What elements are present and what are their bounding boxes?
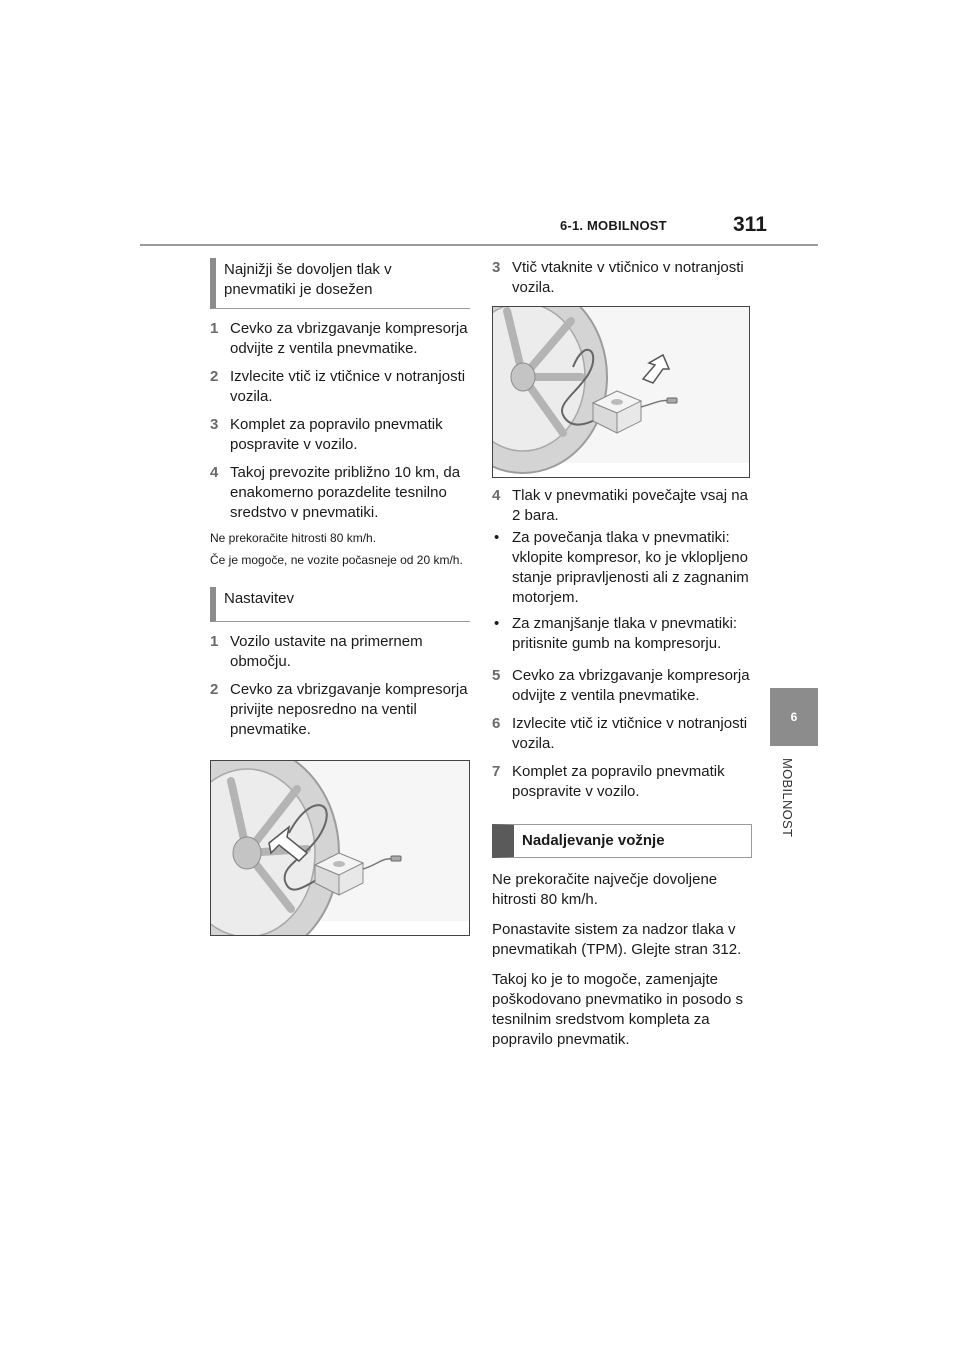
- list-item: 5 Cevko za vbrizgavanje kompresorja odvijte z ventila pnevmatike.: [492, 667, 750, 704]
- section-title: 6-1. MOBILNOST: [560, 218, 667, 233]
- list-item: 4 Tlak v pnevmatiki povečajte vsaj na 2 bara.: [492, 487, 748, 524]
- heading-continue-driving: Nadaljevanje vožnje: [492, 824, 752, 858]
- heading-setup: Nastavitev: [210, 587, 470, 622]
- speed-note: Ne prekoračite hitrosti 80 km/h.: [210, 531, 377, 545]
- list-item: 6 Izvlecite vtič iz vtičnice v notranjosti vozila.: [492, 715, 748, 752]
- chapter-tab: 6: [770, 688, 818, 746]
- list-item: 7 Komplet za popravilo pnevmatik pospravite v vozilo.: [492, 763, 725, 800]
- list-item: 3 Komplet za popravilo pnevmatik pospravite v vozilo.: [210, 416, 443, 453]
- list-item: 1 Cevko za vbrizgavanje kompresorja odvijte z ventila pnevmatike.: [210, 320, 468, 357]
- list-item: 4 Takoj prevozite približno 10 km, da enakomerno porazdelite tesnilno sredstvo v pnevmatiki.: [210, 464, 461, 521]
- list-item: 1 Vozilo ustavite na primernem območju.: [210, 633, 423, 670]
- page-number: 311: [733, 213, 767, 236]
- list-item: • Za zmanjšanje tlaka v pnevmatiki: pritisnite gumb na kompresorju.: [494, 615, 738, 652]
- left-column: [210, 258, 470, 748]
- list-item: 3 Vtič vtaknite v vtičnico v notranjosti vozila.: [492, 259, 744, 296]
- right-column-bottom: [492, 486, 752, 1060]
- figure-plug-into-socket: [492, 306, 750, 478]
- header-divider: [140, 244, 818, 246]
- list-item: 2 Cevko za vbrizgavanje kompresorja privijte neposredno na ventil pnevmatike.: [210, 681, 468, 738]
- right-column-top: [492, 258, 752, 306]
- list-item: 2 Izvlecite vtič iz vtičnice v notranjosti vozila.: [210, 368, 466, 405]
- list-item: • Za povečanja tlaka v pnevmatiki: vklopite kompresor, ko je vklopljeno stanje pripravljenosti ali z zagnanim motorjem.: [494, 529, 749, 606]
- paragraph: Ponastavite sistem za nadzor tlaka v pnevmatikah (TPM). Glejte stran 312.: [492, 921, 742, 958]
- chapter-label: MOBILNOST: [780, 758, 795, 838]
- paragraph: Takoj ko je to mogoče, zamenjajte poškodovano pnevmatiko in posodo s tesnilnim sredstvom kompleta za popravilo pnevmatik.: [492, 971, 744, 1048]
- paragraph: Ne prekoračite največje dovoljene hitrosti 80 km/h.: [492, 871, 718, 908]
- figure-hose-on-valve: [210, 760, 470, 936]
- heading-minimum-pressure: Najnižji še dovoljen tlak v pnevmatiki je dosežen: [210, 258, 470, 309]
- min-speed-note: Če je mogoče, ne vozite počasneje od 20 km/h.: [210, 553, 463, 567]
